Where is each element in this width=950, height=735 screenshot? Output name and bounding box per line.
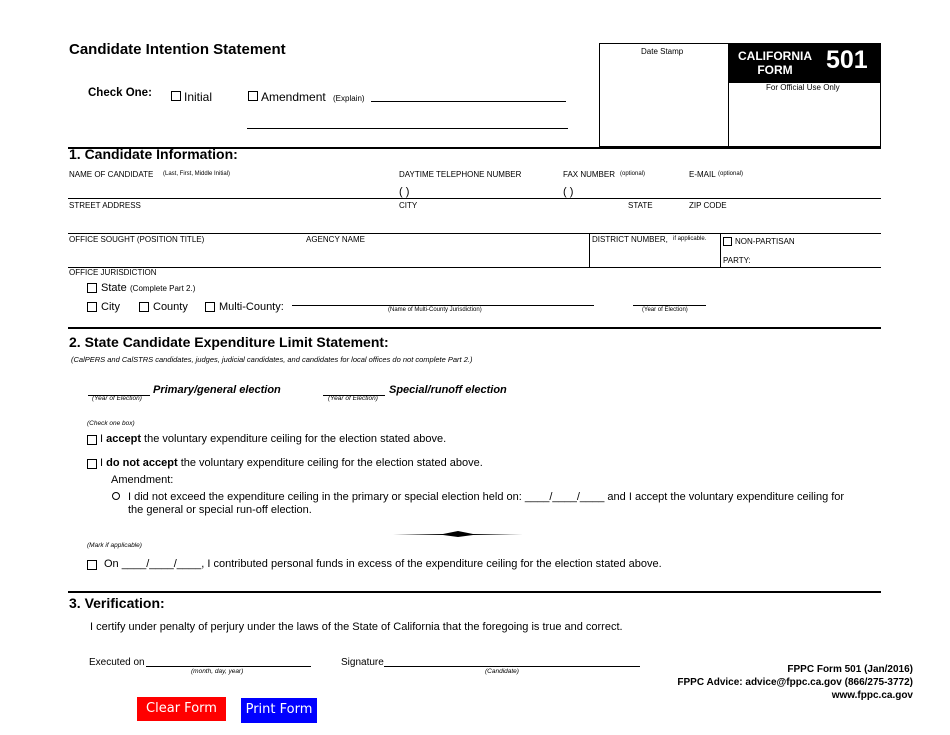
form-state-label: CALIFORNIA (738, 49, 812, 63)
district-label: DISTRICT NUMBER, (592, 235, 668, 244)
ornament-divider (393, 530, 523, 538)
multi-county-line[interactable] (292, 305, 594, 306)
signature-label: Signature (341, 657, 384, 668)
state-checkbox[interactable] (87, 283, 97, 293)
form-number: 501 (826, 46, 868, 74)
section-2-note: (CalPERS and CalSTRS candidates, judges, judicial candidates, and candidates for local offices do not complete Part 2.) (71, 355, 473, 364)
amendment-sub-label: Amendment: (111, 474, 174, 486)
multi-county-hint: (Name of Multi-County Jurisdiction) (388, 307, 482, 313)
not-accept-checkbox[interactable] (87, 459, 97, 469)
row-rule-2 (68, 233, 881, 234)
fax-area-code[interactable]: ( ) (563, 186, 574, 198)
email-hint: (optional) (718, 171, 744, 177)
accept-statement: I accept the voluntary expenditure ceiling for the election stated above. (100, 433, 447, 445)
election-year-line[interactable] (633, 305, 706, 306)
nonpartisan-checkbox[interactable] (723, 237, 732, 246)
city-label: CITY (399, 201, 418, 210)
primary-election-label: Primary/general election (153, 384, 281, 396)
row-rule-1 (68, 198, 881, 199)
street-label: STREET ADDRESS (69, 201, 141, 210)
print-form-button[interactable]: Print Form (241, 698, 317, 723)
mark-if-applicable-hint: (Mark if applicable) (87, 542, 142, 549)
official-use-label: For Official Use Only (766, 83, 840, 92)
county-option-label: County (153, 301, 188, 313)
form-id: FPPC Form 501 (Jan/2016) (787, 664, 913, 675)
district-hint: if applicable. (673, 236, 707, 242)
office-label: OFFICE SOUGHT (POSITION TITLE) (69, 235, 205, 244)
initial-label: Initial (184, 90, 213, 104)
section-2-heading: 2. State Candidate Expenditure Limit Statement: (69, 334, 389, 350)
amendment-checkbox[interactable] (248, 91, 258, 101)
district-divider-right (720, 233, 721, 267)
explain-line-1[interactable] (371, 101, 566, 102)
city-option-label: City (101, 301, 120, 313)
section-3-heading: 3. Verification: (69, 595, 165, 611)
agency-label: AGENCY NAME (306, 235, 365, 244)
city-checkbox[interactable] (87, 302, 97, 312)
check-one-box-hint: (Check one box) (87, 420, 135, 427)
executed-date-line[interactable] (146, 666, 311, 667)
amendment-radio[interactable] (112, 492, 120, 500)
clear-form-button[interactable]: Clear Form (137, 697, 226, 721)
phone-label: DAYTIME TELEPHONE NUMBER (399, 170, 522, 179)
initial-checkbox[interactable] (171, 91, 181, 101)
row-rule-3 (68, 267, 881, 268)
form-word-label: FORM (757, 63, 793, 77)
section-3-rule (68, 591, 881, 593)
certify-statement: I certify under penalty of perjury under the laws of the State of California that the foregoing is true and correct. (90, 621, 623, 633)
multi-county-label: Multi-County: (219, 301, 284, 313)
special-year-hint: (Year of Election) (328, 395, 378, 402)
primary-year-hint: (Year of Election) (92, 395, 142, 402)
executed-date-hint: (month, day, year) (191, 668, 244, 675)
name-hint: (Last, First, Middle Initial) (163, 171, 231, 177)
signature-hint: (Candidate) (485, 668, 519, 675)
state-option-hint: (Complete Part 2.) (130, 284, 196, 293)
state-label: STATE (628, 201, 653, 210)
not-accept-statement: I do not accept the voluntary expenditure ceiling for the election stated above. (100, 457, 483, 469)
fppc-website[interactable]: www.fppc.ca.gov (831, 690, 913, 701)
amendment-label: Amendment (261, 90, 326, 104)
party-label: PARTY: (723, 256, 751, 265)
name-label: NAME OF CANDIDATE (69, 170, 154, 179)
email-label: E-MAIL (689, 170, 716, 179)
nonpartisan-label: NON-PARTISAN (735, 237, 795, 246)
accept-checkbox[interactable] (87, 435, 97, 445)
signature-line[interactable] (384, 666, 640, 667)
fppc-advice: FPPC Advice: advice@fppc.ca.gov (866/275-3772) (677, 677, 913, 688)
amendment-statement-line-2: the general or special run-off election. (128, 504, 312, 516)
state-option-label: State (101, 282, 127, 294)
multi-county-checkbox[interactable] (205, 302, 215, 312)
check-one-label: Check One: (88, 87, 152, 99)
explain-line-2[interactable] (247, 128, 568, 129)
phone-area-code[interactable]: ( ) (399, 186, 410, 198)
date-stamp-label: Date Stamp (641, 47, 684, 56)
fax-label: FAX NUMBER (563, 170, 616, 179)
executed-on-label: Executed on (89, 657, 145, 668)
election-year-hint: (Year of Election) (642, 307, 688, 313)
district-divider-left (589, 233, 590, 267)
county-checkbox[interactable] (139, 302, 149, 312)
special-election-label: Special/runoff election (389, 384, 507, 396)
page-title: Candidate Intention Statement (69, 41, 286, 58)
section-2-rule (68, 327, 881, 329)
personal-funds-statement: On ____/____/____, I contributed personal funds in excess of the expenditure ceiling for the election stated above. (104, 558, 662, 570)
explain-hint: (Explain) (333, 94, 365, 103)
amendment-statement-line-1: I did not exceed the expenditure ceiling in the primary or special election held on: ____/____/____ and I accept the voluntary expenditure ceiling for (128, 491, 845, 503)
section-1-heading: 1. Candidate Information: (69, 146, 238, 162)
fax-hint: (optional) (620, 171, 646, 177)
zip-label: ZIP CODE (689, 201, 727, 210)
personal-funds-checkbox[interactable] (87, 560, 97, 570)
jurisdiction-label: OFFICE JURISDICTION (69, 268, 157, 277)
